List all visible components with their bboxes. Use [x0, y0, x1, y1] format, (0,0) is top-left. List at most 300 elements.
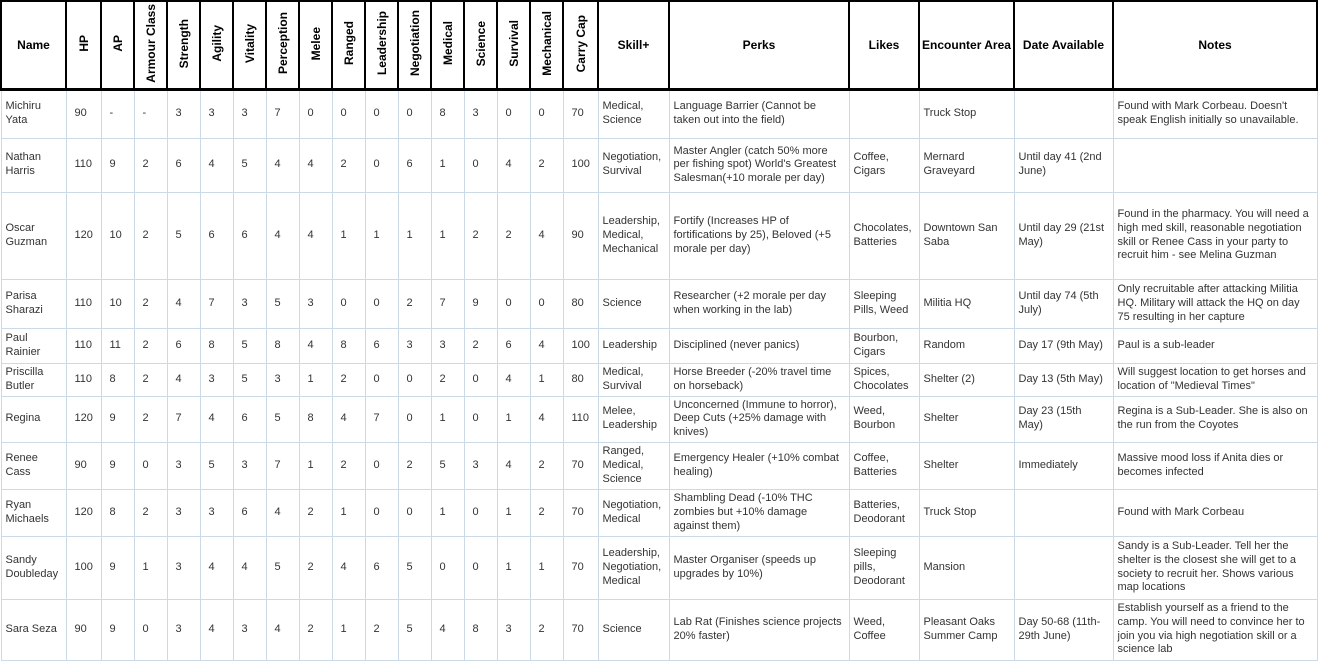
cell-ap: 10	[101, 192, 134, 279]
cell-science: 3	[464, 89, 497, 138]
cell-hp: 90	[66, 89, 101, 138]
cell-skill-plus: Negotiation, Medical	[598, 489, 669, 536]
column-header-agility	[200, 1, 233, 89]
cell-likes: Batteries, Deodorant	[849, 489, 919, 536]
table-row	[1, 599, 1317, 660]
column-header-strength	[167, 1, 200, 89]
cell-ranged: 1	[332, 489, 365, 536]
column-header-label: AP	[110, 35, 125, 52]
cell-strength: 3	[167, 442, 200, 489]
cell-armour-class: 2	[134, 396, 167, 442]
cell-mechanical: 4	[530, 328, 563, 363]
cell-skill-plus: Science	[598, 279, 669, 328]
cell-hp: 100	[66, 536, 101, 599]
column-header-label: Science	[473, 20, 488, 67]
cell-agility: 7	[200, 279, 233, 328]
cell-vitality: 5	[233, 363, 266, 396]
cell-agility: 5	[200, 442, 233, 489]
cell-perks: Fortify (Increases HP of fortifications by 25), Beloved (+5 morale per day)	[669, 192, 849, 279]
column-header-label: Armour Class	[143, 4, 158, 83]
cell-medical: 1	[431, 138, 464, 192]
column-header-label: Melee	[308, 26, 323, 61]
table-row	[1, 192, 1317, 279]
cell-negotiation: 2	[398, 279, 431, 328]
cell-date-available: Until day 29 (21st May)	[1014, 192, 1113, 279]
cell-ranged: 2	[332, 138, 365, 192]
cell-melee: 8	[299, 396, 332, 442]
cell-perception: 4	[266, 599, 299, 660]
cell-ranged: 1	[332, 599, 365, 660]
cell-strength: 3	[167, 599, 200, 660]
cell-carry-cap: 80	[563, 279, 598, 328]
cell-hp: 110	[66, 328, 101, 363]
cell-agility: 3	[200, 489, 233, 536]
cell-agility: 4	[200, 396, 233, 442]
cell-carry-cap: 70	[563, 442, 598, 489]
cell-leadership: 6	[365, 328, 398, 363]
cell-perks: Shambling Dead (-10% THC zombies but +10% damage against them)	[669, 489, 849, 536]
cell-carry-cap: 90	[563, 192, 598, 279]
cell-science: 2	[464, 328, 497, 363]
cell-encounter-area: Shelter (2)	[919, 363, 1014, 396]
cell-encounter-area: Truck Stop	[919, 89, 1014, 138]
cell-encounter-area: Mernard Graveyard	[919, 138, 1014, 192]
cell-perks: Emergency Healer (+10% combat healing)	[669, 442, 849, 489]
cell-hp: 120	[66, 489, 101, 536]
cell-perks: Horse Breeder (-20% travel time on horseback)	[669, 363, 849, 396]
cell-vitality: 3	[233, 599, 266, 660]
cell-name: Regina	[1, 396, 66, 442]
cell-leadership: 0	[365, 442, 398, 489]
cell-negotiation: 0	[398, 396, 431, 442]
cell-ap: 9	[101, 396, 134, 442]
cell-survival: 0	[497, 89, 530, 138]
cell-likes: Chocolates, Batteries	[849, 192, 919, 279]
cell-notes: Will suggest location to get horses and location of "Medieval Times"	[1113, 363, 1317, 396]
column-header-melee	[299, 1, 332, 89]
cell-agility: 4	[200, 536, 233, 599]
cell-armour-class: 0	[134, 442, 167, 489]
cell-armour-class: 2	[134, 363, 167, 396]
cell-agility: 4	[200, 599, 233, 660]
cell-vitality: 6	[233, 489, 266, 536]
cell-melee: 4	[299, 328, 332, 363]
cell-name: Ryan Michaels	[1, 489, 66, 536]
cell-negotiation: 3	[398, 328, 431, 363]
cell-ranged: 1	[332, 192, 365, 279]
column-header-carry-cap	[563, 1, 598, 89]
cell-ap: 9	[101, 138, 134, 192]
column-header-hp	[66, 1, 101, 89]
cell-survival: 6	[497, 328, 530, 363]
cell-perks: Disciplined (never panics)	[669, 328, 849, 363]
table-row	[1, 279, 1317, 328]
cell-agility: 6	[200, 192, 233, 279]
cell-survival: 4	[497, 138, 530, 192]
cell-perception: 5	[266, 279, 299, 328]
column-header-medical	[431, 1, 464, 89]
cell-hp: 90	[66, 442, 101, 489]
cell-ap: 9	[101, 442, 134, 489]
cell-mechanical: 0	[530, 89, 563, 138]
cell-melee: 3	[299, 279, 332, 328]
cell-mechanical: 2	[530, 138, 563, 192]
cell-strength: 7	[167, 396, 200, 442]
cell-hp: 120	[66, 192, 101, 279]
cell-melee: 0	[299, 89, 332, 138]
column-header-ap	[101, 1, 134, 89]
cell-name: Renee Cass	[1, 442, 66, 489]
cell-skill-plus: Leadership, Negotiation, Medical	[598, 536, 669, 599]
cell-likes: Spices, Chocolates	[849, 363, 919, 396]
column-header-label: Mechanical	[539, 11, 554, 76]
cell-perks: Master Organiser (speeds up upgrades by 10%)	[669, 536, 849, 599]
cell-skill-plus: Leadership, Medical, Mechanical	[598, 192, 669, 279]
cell-likes: Sleeping Pills, Weed	[849, 279, 919, 328]
cell-negotiation: 6	[398, 138, 431, 192]
cell-likes: Coffee, Batteries	[849, 442, 919, 489]
cell-likes: Bourbon, Cigars	[849, 328, 919, 363]
cell-melee: 1	[299, 363, 332, 396]
cell-melee: 1	[299, 442, 332, 489]
cell-likes: Sleeping pills, Deodorant	[849, 536, 919, 599]
cell-survival: 1	[497, 396, 530, 442]
cell-name: Nathan Harris	[1, 138, 66, 192]
cell-date-available: Day 13 (5th May)	[1014, 363, 1113, 396]
cell-strength: 3	[167, 489, 200, 536]
cell-melee: 2	[299, 599, 332, 660]
cell-perception: 7	[266, 89, 299, 138]
cell-science: 0	[464, 363, 497, 396]
cell-name: Michiru Yata	[1, 89, 66, 138]
cell-survival: 0	[497, 279, 530, 328]
cell-leadership: 0	[365, 138, 398, 192]
cell-vitality: 3	[233, 279, 266, 328]
column-header-label: Carry Cap	[573, 14, 588, 73]
table-row	[1, 138, 1317, 192]
cell-vitality: 3	[233, 89, 266, 138]
cell-melee: 2	[299, 489, 332, 536]
cell-carry-cap: 70	[563, 89, 598, 138]
cell-strength: 6	[167, 138, 200, 192]
cell-mechanical: 2	[530, 599, 563, 660]
column-header-skill-plus: Skill+	[598, 1, 669, 89]
cell-negotiation: 5	[398, 599, 431, 660]
column-header-encounter-area: Encounter Area	[919, 1, 1014, 89]
column-header-name: Name	[1, 1, 66, 89]
cell-ranged: 2	[332, 363, 365, 396]
cell-leadership: 0	[365, 489, 398, 536]
cell-strength: 3	[167, 89, 200, 138]
column-header-science	[464, 1, 497, 89]
column-header-label: Leadership	[374, 11, 389, 76]
cell-date-available: Day 23 (15th May)	[1014, 396, 1113, 442]
cell-survival: 1	[497, 536, 530, 599]
cell-medical: 1	[431, 489, 464, 536]
cell-notes: Paul is a sub-leader	[1113, 328, 1317, 363]
cell-medical: 3	[431, 328, 464, 363]
cell-vitality: 5	[233, 138, 266, 192]
cell-notes: Establish yourself as a friend to the camp. You will need to convince her to join you via high negotiation skill or a science lab	[1113, 599, 1317, 660]
column-header-perception	[266, 1, 299, 89]
cell-name: Sandy Doubleday	[1, 536, 66, 599]
cell-melee: 4	[299, 138, 332, 192]
cell-leadership: 7	[365, 396, 398, 442]
cell-ranged: 4	[332, 536, 365, 599]
column-header-armour-class	[134, 1, 167, 89]
column-header-leadership	[365, 1, 398, 89]
cell-armour-class: 1	[134, 536, 167, 599]
cell-ap: 8	[101, 489, 134, 536]
cell-ap: 10	[101, 279, 134, 328]
column-header-perks: Perks	[669, 1, 849, 89]
table-row	[1, 536, 1317, 599]
column-header-label: HP	[76, 35, 91, 52]
column-header-negotiation	[398, 1, 431, 89]
cell-hp: 110	[66, 138, 101, 192]
cell-medical: 7	[431, 279, 464, 328]
cell-hp: 110	[66, 279, 101, 328]
cell-carry-cap: 70	[563, 599, 598, 660]
cell-date-available: Until day 41 (2nd June)	[1014, 138, 1113, 192]
column-header-vitality	[233, 1, 266, 89]
cell-date-available	[1014, 489, 1113, 536]
cell-medical: 1	[431, 396, 464, 442]
cell-mechanical: 2	[530, 489, 563, 536]
cell-perception: 3	[266, 363, 299, 396]
cell-encounter-area: Pleasant Oaks Summer Camp	[919, 599, 1014, 660]
column-header-label: Perception	[275, 12, 290, 75]
cell-name: Oscar Guzman	[1, 192, 66, 279]
cell-ranged: 0	[332, 89, 365, 138]
cell-armour-class: 2	[134, 279, 167, 328]
cell-notes: Found with Mark Corbeau	[1113, 489, 1317, 536]
cell-notes: Found in the pharmacy. You will need a high med skill, reasonable negotiation skill or Renee Cass in your party to recruit him - see Melina Guzman	[1113, 192, 1317, 279]
cell-leadership: 1	[365, 192, 398, 279]
table-row	[1, 328, 1317, 363]
cell-name: Parisa Sharazi	[1, 279, 66, 328]
cell-encounter-area: Mansion	[919, 536, 1014, 599]
cell-vitality: 3	[233, 442, 266, 489]
cell-carry-cap: 110	[563, 396, 598, 442]
cell-mechanical: 4	[530, 192, 563, 279]
cell-notes: Found with Mark Corbeau. Doesn't speak English initially so unavailable.	[1113, 89, 1317, 138]
cell-notes: Massive mood loss if Anita dies or becomes infected	[1113, 442, 1317, 489]
cell-leadership: 0	[365, 363, 398, 396]
cell-name: Paul Rainier	[1, 328, 66, 363]
cell-mechanical: 4	[530, 396, 563, 442]
cell-encounter-area: Shelter	[919, 396, 1014, 442]
cell-encounter-area: Shelter	[919, 442, 1014, 489]
table-row	[1, 489, 1317, 536]
cell-melee: 4	[299, 192, 332, 279]
cell-likes	[849, 89, 919, 138]
cell-agility: 8	[200, 328, 233, 363]
cell-armour-class: 2	[134, 489, 167, 536]
cell-leadership: 2	[365, 599, 398, 660]
cell-perception: 8	[266, 328, 299, 363]
cell-likes: Weed, Coffee	[849, 599, 919, 660]
column-header-mechanical	[530, 1, 563, 89]
cell-medical: 5	[431, 442, 464, 489]
cell-medical: 0	[431, 536, 464, 599]
table-row	[1, 89, 1317, 138]
cell-perception: 5	[266, 536, 299, 599]
cell-mechanical: 1	[530, 536, 563, 599]
cell-ranged: 2	[332, 442, 365, 489]
cell-strength: 5	[167, 192, 200, 279]
cell-agility: 4	[200, 138, 233, 192]
cell-vitality: 6	[233, 192, 266, 279]
cell-date-available: Day 17 (9th May)	[1014, 328, 1113, 363]
column-header-label: Survival	[506, 20, 521, 67]
cell-strength: 3	[167, 536, 200, 599]
cell-medical: 8	[431, 89, 464, 138]
cell-perks: Researcher (+2 morale per day when working in the lab)	[669, 279, 849, 328]
cell-melee: 2	[299, 536, 332, 599]
cell-skill-plus: Science	[598, 599, 669, 660]
cell-ap: -	[101, 89, 134, 138]
cell-skill-plus: Ranged, Medical, Science	[598, 442, 669, 489]
column-header-label: Vitality	[242, 23, 257, 63]
cell-armour-class: -	[134, 89, 167, 138]
cell-survival: 1	[497, 489, 530, 536]
cell-encounter-area: Militia HQ	[919, 279, 1014, 328]
cell-ranged: 0	[332, 279, 365, 328]
cell-notes: Sandy is a Sub-Leader. Tell her the shelter is the closest she will get to a society to recruit her. Shows various map locations	[1113, 536, 1317, 599]
cell-strength: 4	[167, 279, 200, 328]
cell-negotiation: 0	[398, 489, 431, 536]
column-header-label: Medical	[440, 21, 455, 66]
cell-name: Sara Seza	[1, 599, 66, 660]
cell-strength: 4	[167, 363, 200, 396]
cell-ap: 11	[101, 328, 134, 363]
cell-survival: 4	[497, 442, 530, 489]
cell-perception: 4	[266, 192, 299, 279]
cell-perception: 5	[266, 396, 299, 442]
cell-date-available: Day 50-68 (11th-29th June)	[1014, 599, 1113, 660]
cell-hp: 110	[66, 363, 101, 396]
cell-ranged: 4	[332, 396, 365, 442]
cell-perception: 4	[266, 489, 299, 536]
cell-negotiation: 2	[398, 442, 431, 489]
cell-medical: 2	[431, 363, 464, 396]
cell-date-available	[1014, 89, 1113, 138]
cell-likes: Weed, Bourbon	[849, 396, 919, 442]
cell-ap: 8	[101, 363, 134, 396]
column-header-label: Strength	[176, 18, 191, 69]
cell-encounter-area: Truck Stop	[919, 489, 1014, 536]
cell-armour-class: 2	[134, 328, 167, 363]
cell-notes	[1113, 138, 1317, 192]
cell-science: 8	[464, 599, 497, 660]
cell-negotiation: 5	[398, 536, 431, 599]
cell-ranged: 8	[332, 328, 365, 363]
cell-armour-class: 2	[134, 192, 167, 279]
cell-name: Priscilla Butler	[1, 363, 66, 396]
cell-carry-cap: 70	[563, 536, 598, 599]
cell-perception: 4	[266, 138, 299, 192]
cell-skill-plus: Medical, Science	[598, 89, 669, 138]
cell-skill-plus: Medical, Survival	[598, 363, 669, 396]
cell-vitality: 6	[233, 396, 266, 442]
cell-survival: 3	[497, 599, 530, 660]
cell-science: 0	[464, 396, 497, 442]
cell-medical: 4	[431, 599, 464, 660]
cell-date-available	[1014, 536, 1113, 599]
cell-carry-cap: 80	[563, 363, 598, 396]
cell-mechanical: 0	[530, 279, 563, 328]
cell-negotiation: 0	[398, 89, 431, 138]
cell-survival: 2	[497, 192, 530, 279]
cell-carry-cap: 100	[563, 328, 598, 363]
cell-perks: Lab Rat (Finishes science projects 20% faster)	[669, 599, 849, 660]
cell-science: 0	[464, 138, 497, 192]
cell-perks: Master Angler (catch 50% more per fishing spot) World's Greatest Salesman(+10 morale per day)	[669, 138, 849, 192]
cell-skill-plus: Melee, Leadership	[598, 396, 669, 442]
cell-science: 3	[464, 442, 497, 489]
cell-science: 9	[464, 279, 497, 328]
cell-armour-class: 2	[134, 138, 167, 192]
cell-carry-cap: 100	[563, 138, 598, 192]
cell-skill-plus: Leadership	[598, 328, 669, 363]
cell-negotiation: 0	[398, 363, 431, 396]
table-row	[1, 363, 1317, 396]
cell-leadership: 6	[365, 536, 398, 599]
cell-encounter-area: Random	[919, 328, 1014, 363]
cell-leadership: 0	[365, 89, 398, 138]
column-header-survival	[497, 1, 530, 89]
cell-perks: Unconcerned (Immune to horror), Deep Cuts (+25% damage with knives)	[669, 396, 849, 442]
cell-ap: 9	[101, 599, 134, 660]
column-header-label: Agility	[209, 25, 224, 62]
column-header-likes: Likes	[849, 1, 919, 89]
cell-survival: 4	[497, 363, 530, 396]
column-header-label: Negotiation	[407, 10, 422, 77]
cell-armour-class: 0	[134, 599, 167, 660]
cell-mechanical: 2	[530, 442, 563, 489]
table-row	[1, 396, 1317, 442]
cell-strength: 6	[167, 328, 200, 363]
cell-carry-cap: 70	[563, 489, 598, 536]
cell-skill-plus: Negotiation, Survival	[598, 138, 669, 192]
cell-negotiation: 1	[398, 192, 431, 279]
cell-hp: 90	[66, 599, 101, 660]
cell-science: 0	[464, 489, 497, 536]
cell-perception: 7	[266, 442, 299, 489]
cell-agility: 3	[200, 89, 233, 138]
cell-medical: 1	[431, 192, 464, 279]
cell-perks: Language Barrier (Cannot be taken out into the field)	[669, 89, 849, 138]
cell-date-available: Until day 74 (5th July)	[1014, 279, 1113, 328]
cell-science: 0	[464, 536, 497, 599]
cell-notes: Regina is a Sub-Leader. She is also on the run from the Coyotes	[1113, 396, 1317, 442]
cell-likes: Coffee, Cigars	[849, 138, 919, 192]
cell-hp: 120	[66, 396, 101, 442]
column-header-date-available: Date Available	[1014, 1, 1113, 89]
column-header-ranged	[332, 1, 365, 89]
column-header-label: Ranged	[341, 21, 356, 66]
cell-mechanical: 1	[530, 363, 563, 396]
cell-ap: 9	[101, 536, 134, 599]
cell-science: 2	[464, 192, 497, 279]
cell-leadership: 0	[365, 279, 398, 328]
cell-vitality: 4	[233, 536, 266, 599]
cell-encounter-area: Downtown San Saba	[919, 192, 1014, 279]
table-row	[1, 442, 1317, 489]
cell-date-available: Immediately	[1014, 442, 1113, 489]
column-header-notes: Notes	[1113, 1, 1317, 89]
